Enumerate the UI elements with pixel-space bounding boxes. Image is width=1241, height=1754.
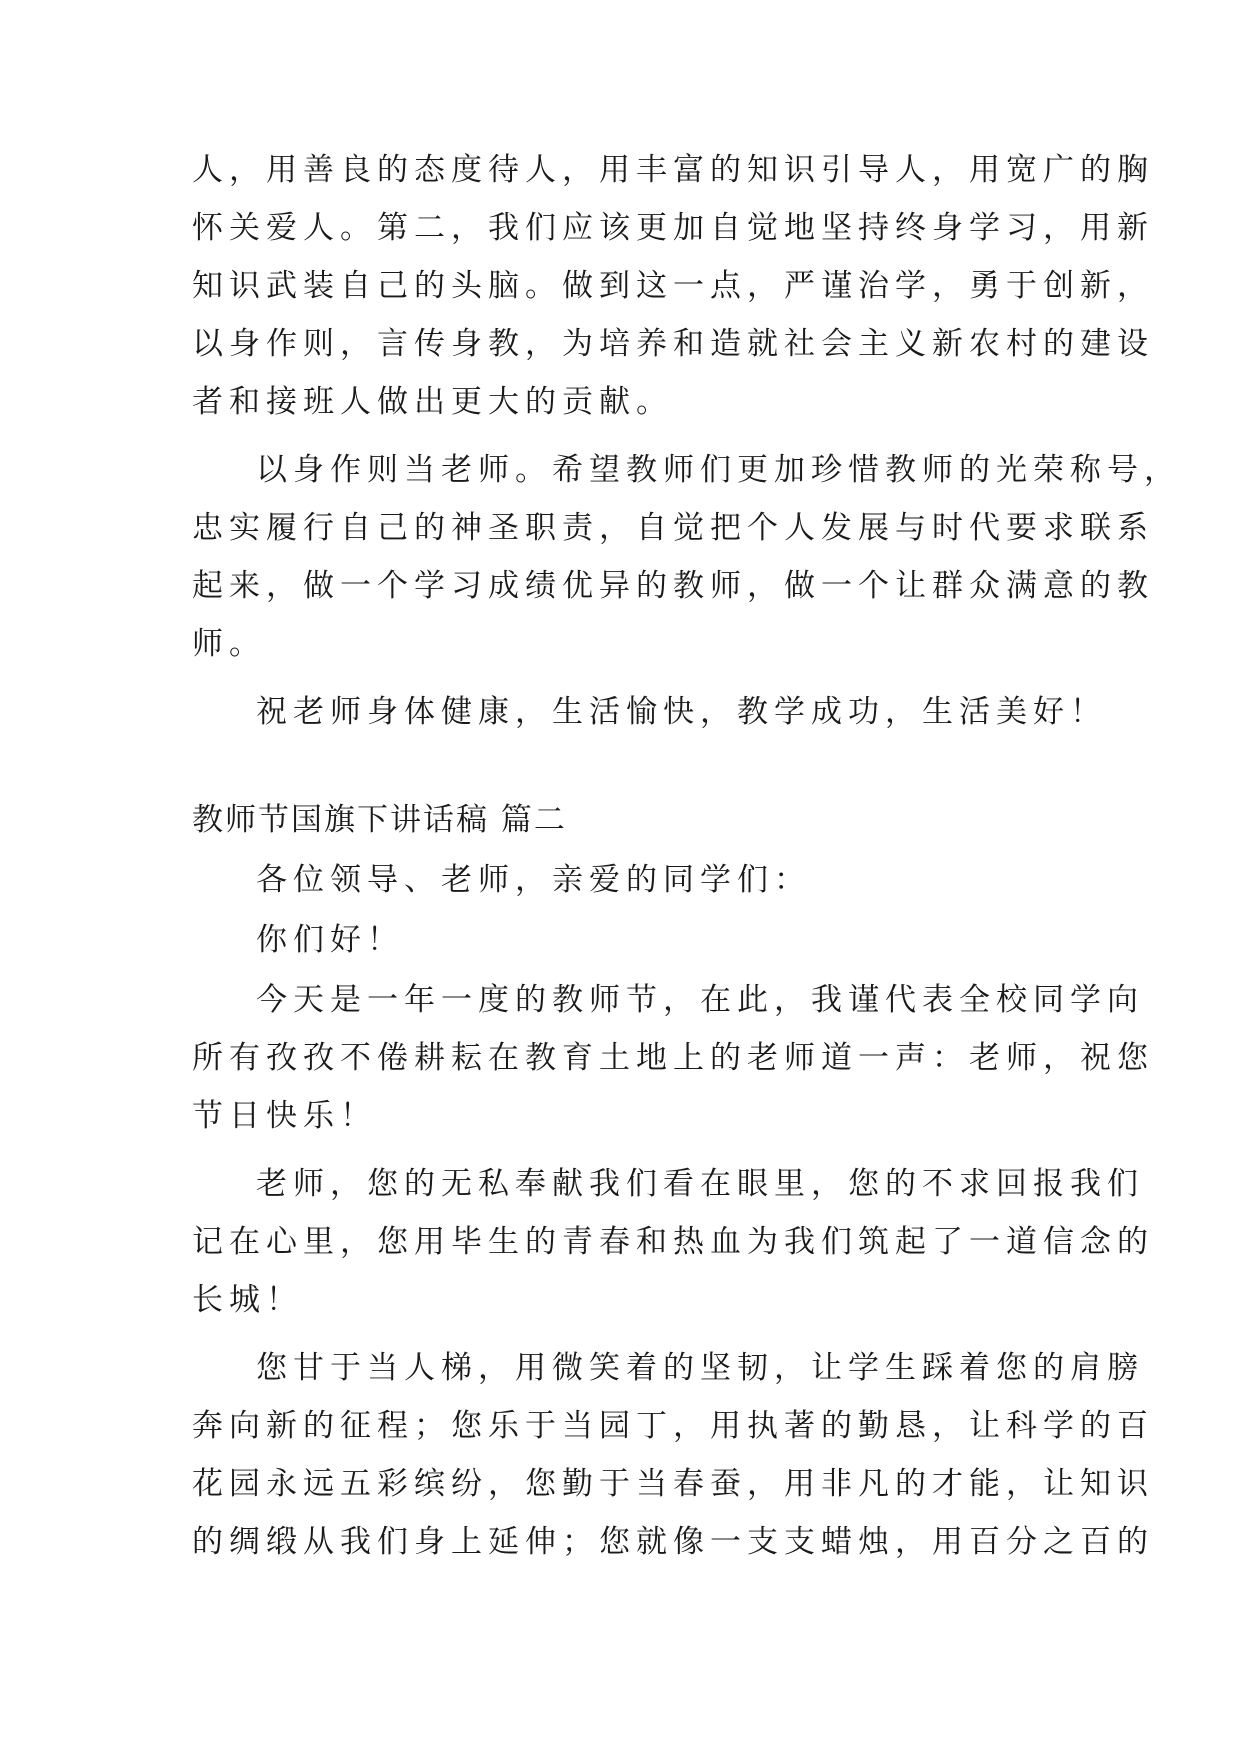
text-line: 怀关爱人。第二，我们应该更加自觉地坚持终身学习，用新 (192, 210, 1154, 246)
text-line: 记在心里，您用毕生的青春和热血为我们筑起了一道信念的 (192, 1224, 1154, 1260)
section-heading: 教师节国旗下讲话稿 篇二 (192, 802, 567, 838)
text-line: 节日快乐！ (192, 1098, 377, 1134)
text-line: 的绸缎从我们身上延伸；您就像一支支蜡烛，用百分之百的 (192, 1524, 1154, 1560)
text-line: 人，用善良的态度待人，用丰富的知识引导人，用宽广的胸 (192, 152, 1154, 188)
text-line: 起来，做一个学习成绩优异的教师，做一个让群众满意的教 (192, 568, 1154, 604)
text-line: 所有孜孜不倦耕耘在教育土地上的老师道一声：老师，祝您 (192, 1040, 1154, 1076)
text-line: 以身作则，言传身教，为培养和造就社会主义新农村的建设 (192, 326, 1154, 362)
paragraph-start-line: 祝老师身体健康，生活愉快，教学成功，生活美好！ (256, 694, 1107, 730)
text-line: 奔向新的征程；您乐于当园丁，用执著的勤恳，让科学的百 (192, 1408, 1154, 1444)
text-line: 忠实履行自己的神圣职责，自觉把个人发展与时代要求联系 (192, 510, 1154, 546)
text-line: 者和接班人做出更大的贡献。 (192, 384, 673, 420)
paragraph-start-line: 今天是一年一度的教师节，在此，我谨代表全校同学向 (256, 982, 1144, 1018)
paragraph-start-line: 你们好！ (256, 922, 404, 958)
text-line: 花园永远五彩缤纷，您勤于当春蚕，用非凡的才能，让知识 (192, 1466, 1154, 1502)
text-line: 长城！ (192, 1282, 303, 1318)
text-line: 知识武装自己的头脑。做到这一点，严谨治学，勇于创新， (192, 268, 1154, 304)
text-line: 师。 (192, 626, 266, 662)
paragraph-start-line: 各位领导、老师，亲爱的同学们： (256, 862, 811, 898)
paragraph-start-line: 您甘于当人梯，用微笑着的坚韧，让学生踩着您的肩膀 (256, 1350, 1144, 1386)
paragraph-start-line: 老师，您的无私奉献我们看在眼里，您的不求回报我们 (256, 1166, 1144, 1202)
paragraph-start-line: 以身作则当老师。希望教师们更加珍惜教师的光荣称号， (256, 452, 1181, 488)
